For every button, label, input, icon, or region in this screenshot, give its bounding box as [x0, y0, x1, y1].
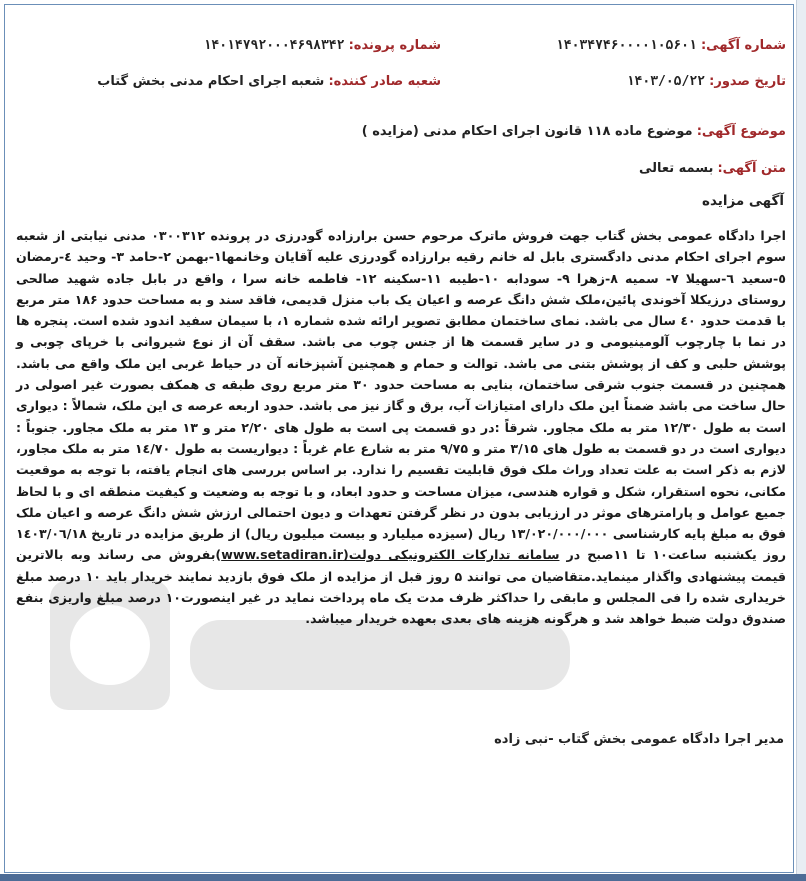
notice-body	[16, 225, 786, 630]
ad-number-row	[556, 38, 786, 53]
text-header-row	[639, 161, 786, 176]
ad-number-value: ۱۴۰۳۴۷۴۶۰۰۰۰۱۰۵۶۰۱	[555, 38, 697, 53]
text-header-label: متن آگهی:	[717, 161, 786, 176]
subject-row	[362, 124, 786, 139]
issuer-label: شعبه صادر کننده:	[328, 74, 441, 89]
issuer-row	[97, 74, 441, 89]
body-part-1: اجرا دادگاه عمومی بخش گتاب جهت فروش ماترک مرحوم حسن برارزاده گودرزی در پرونده ۰۳۰۰۳۱۲ مدنی نیابتی از شعبه سوم اجرای احکام مدنی دادگستری بابل له خانم رقیه برارزاده گودرزی علیه آقایان وخانمها۱-بهمن ۲-حامد ۳- وحید ٤-رمضان ٥-سعید ٦-سهیلا ۷- سمیه ۸-زهرا ۹- سودابه ۱۰-طیبه ۱۱-سکینه ۱۲- فاطمه خانه سرا ، واقع در بابل جاده شهید صالحی روستای درزیکلا آخوندی پائین،ملک شش دانگ عرصه و اعیان یک باب منزل قدیمی، فاقد سند و به مساحت حدود ۱۸۶ متر مربع با قدمت حدود ٤۰ سال می باشد. نمای ساختمان مطابق تصویر ارائه شده شماره ۱، با سیمان سفید اندود شده است. پنجره ها در نما با چارچوب آلومینیومی و در سایر قسمت ها از جنس چوب می باشد. سقف آن از نوع شیروانی با خرپای چوبی و پوشش حلبی و کف از پوشش بتنی می باشد. توالت و حمام و همچنین آشپزخانه آن در حیاط غربی این ملک واقع می باشد. همچنین در قسمت جنوب شرقی ساختمان، بنایی به مساحت حدود ۳۰ متر مربع روی طبقه ی همکف بصورت غیر اصولی در حال ساخت می باشد ضمناً این ملک دارای امتیازات آب، برق و گاز نیز می باشد. حدود اربعه عرصه ی این ملک، شمالاً : دیواری است به طول ۱۲/۳۰ متر به ملک مجاور. شرقاً :در دو قسمت پی است به طول های ۲/۲۰ متر و ۱۳ متر به ملک مجاور. جنوباً : دیواری است در دو قسمت به طول های ۳/۱۵ متر و ۹/۷۵ متر به شارع عام غرباً : دیواریست به طول ۱٤/۷۰ متر به ملک مجاور، لازم به ذکر است به علت تعداد وراث ملک فوق قابلیت تقسیم را ندارد. بر اساس بررسی های انجام یافته، با توجه به موقعیت مکانی، نحوه استقرار، شکل و قواره هندسی، میزان مساحت و حدود ابعاد، و با توجه به وضعیت و کیفیت منطقه ای و با لحاظ جمیع عوامل و پارامترهای موثر در ارزیابی بدون در نظر گرفتن تعهدات و دیون احتمالی ارزش شش دانگ عرصه و اعیان ملک فوق به مبلغ پایه کارشناسی ۱۳/۰۲۰/۰۰۰/۰۰۰ ریال (سیزده میلیارد و بیست میلیون ریال) از طریق مزایده در تاریخ ۱٤۰۳/۰٦/۱۸ روز یکشنبه ساعت۱۰ تا ۱۱صبح در	[16, 228, 787, 563]
case-number-label: شماره پرونده:	[348, 38, 441, 53]
bottom-bar	[0, 874, 806, 881]
setadiran-link[interactable]: سامانه تدارکات الکترونیکی دولت(www.setadiran.ir	[221, 547, 560, 563]
issue-date-row	[627, 74, 786, 89]
subject-value: موضوع ماده ۱۱۸ قانون اجرای احکام مدنی (مزایده )	[361, 124, 693, 139]
ad-number-label: شماره آگهی:	[700, 38, 786, 53]
issue-date-value: ۱۴۰۳/۰۵/۲۲	[626, 74, 705, 89]
notice-title: آگهی مزایده	[702, 193, 784, 209]
signature: مدیر اجرا دادگاه عمومی بخش گتاب -نبی زاده	[494, 732, 784, 747]
body-part-2: )بفروش می رساند وبه بالاترین قیمت پیشنهادی واگذار مینماید.متقاضیان می توانند ۵ روز قبل از مزایده از ملک فوق بازدید نمایند خریدار باید ۱۰ درصد مبلغ خریداری شده را فی المجلس و مابقی را حداکثر ظرف مدت یک ماه پرداخت نماید در غیر اینصورت۱۰ درصد مبلغ واریزی بنفع صندوق دولت ضبط خواهد شد و هرگونه هزینه های بعدی بعهده خریدار میباشد.	[16, 547, 786, 627]
issue-date-label: تاریخ صدور:	[709, 74, 786, 89]
case-number-row	[204, 38, 441, 53]
scrollbar-track[interactable]	[796, 0, 806, 874]
text-header-value: بسمه تعالی	[638, 161, 714, 176]
subject-label: موضوع آگهی:	[696, 124, 786, 139]
case-number-value: ۱۴۰۱۴۷۹۲۰۰۰۴۶۹۸۳۴۲	[203, 38, 345, 53]
issuer-value: شعبه اجرای احکام مدنی بخش گتاب	[97, 74, 325, 89]
